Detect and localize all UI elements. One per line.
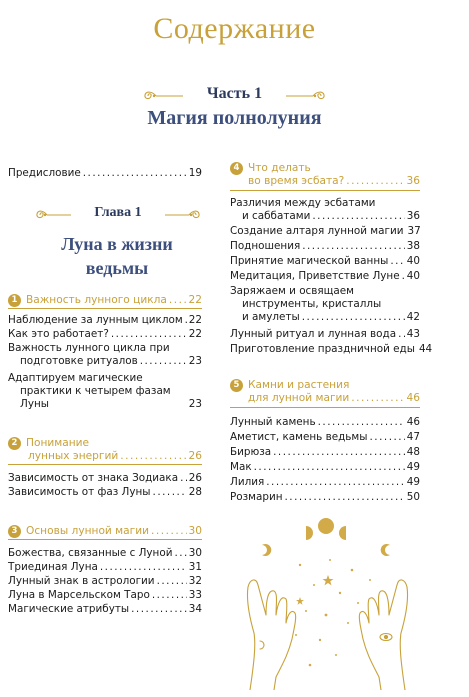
full-moon-icon (318, 518, 334, 534)
dot-leader (157, 575, 187, 588)
entry-page: 31 (188, 561, 202, 573)
toc-section-5[interactable] (248, 379, 420, 405)
entry-title: Лилия (230, 476, 265, 488)
chapter-title-line: ведьмы (85, 258, 149, 278)
page-title: Содержание (153, 12, 316, 45)
right-flourish-icon (285, 89, 327, 103)
chapter-label: Глава 1 (94, 205, 142, 220)
entry-title: Зависимость от фаз Луны (8, 486, 151, 498)
section-divider (230, 190, 420, 191)
entry-page: 33 (188, 589, 202, 601)
section-title: во время эсбата? (248, 175, 345, 187)
hand-icon (359, 580, 407, 690)
dot-leader (153, 486, 187, 499)
dot-leader (83, 167, 187, 180)
dot-leader (131, 603, 187, 616)
entry-title: Лунный знак в астрологии (8, 575, 155, 587)
entry-title: Розмарин (230, 491, 283, 503)
entry-title: Бирюза (230, 446, 272, 458)
half-moon-icon (339, 526, 346, 540)
toc-entry[interactable] (230, 197, 420, 223)
section-title: Основы лунной магии (26, 525, 149, 537)
dot-leader (152, 589, 187, 602)
dot-leader (151, 525, 187, 538)
section-divider (8, 464, 202, 465)
entry-page: 49 (406, 476, 420, 488)
hand-icon (247, 580, 295, 690)
dot-leader (398, 328, 405, 341)
toc-entry[interactable] (230, 225, 420, 238)
entry-title: и саббатами (242, 210, 311, 222)
chapter-heading (34, 205, 202, 225)
section-number-badge: 1 (8, 294, 21, 307)
entry-title: инструменты, кристаллы (242, 298, 382, 310)
entry-title: Адаптируем магические (8, 372, 143, 384)
toc-section-1[interactable] (26, 294, 202, 307)
toc-entry[interactable] (8, 603, 202, 616)
dot-leader (254, 461, 405, 474)
toc-entry[interactable] (8, 575, 202, 588)
half-moon-icon (306, 526, 313, 540)
entry-title: Наблюдение за лунным циклом (8, 314, 183, 326)
section-title: Что делать (248, 162, 311, 174)
entry-title: Принятие магической ванны (230, 255, 389, 267)
toc-section-3[interactable] (26, 525, 202, 538)
crescent-moon-icon (381, 544, 390, 556)
toc-section-2[interactable] (26, 437, 202, 463)
toc-entry[interactable] (230, 270, 420, 283)
toc-entry[interactable] (230, 416, 420, 429)
entry-page: 40 (406, 255, 420, 267)
toc-entry[interactable] (8, 342, 202, 368)
dot-leader (111, 328, 187, 341)
dot-leader (120, 450, 186, 463)
entry-page: 44 (418, 343, 433, 355)
toc-entry[interactable] (230, 431, 420, 444)
section-divider (8, 539, 202, 540)
section-title: Камни и растения (248, 379, 350, 391)
dot-leader (140, 355, 187, 368)
part-heading (0, 85, 469, 107)
entry-page: 46 (406, 416, 420, 428)
moon-phases-icon (262, 518, 390, 556)
dot-leader (100, 561, 187, 574)
section-page: 46 (406, 392, 420, 404)
section-number-badge: 5 (230, 379, 243, 392)
dot-leader (285, 491, 405, 504)
toc-entry[interactable] (230, 343, 433, 356)
dot-leader (318, 416, 405, 429)
entry-title: Как это работает? (8, 328, 109, 340)
right-flourish-icon (164, 208, 202, 222)
dot-leader (180, 472, 187, 485)
section-page: 36 (406, 175, 420, 187)
entry-title: Заряжаем и освящаем (230, 285, 355, 297)
toc-entry[interactable] (8, 589, 202, 602)
crescent-moon-icon (262, 544, 271, 556)
dot-leader (351, 392, 404, 405)
toc-section-4[interactable] (248, 162, 420, 188)
entry-page: 49 (406, 461, 420, 473)
section-page: 26 (188, 450, 202, 462)
entry-title: Аметист, камень ведьмы (230, 431, 368, 443)
dot-leader (402, 270, 405, 283)
crescent-moon-icon (362, 533, 368, 545)
dot-leader (390, 255, 404, 268)
entry-page: 43 (406, 328, 420, 340)
toc-entry-preface[interactable] (8, 167, 202, 180)
entry-title: и амулеты (242, 311, 300, 323)
toc-entry[interactable] (8, 547, 202, 560)
entry-title: Медитация, Приветствие Луне (230, 270, 400, 282)
dot-leader (169, 294, 187, 307)
entry-page: 48 (406, 446, 420, 458)
toc-entry[interactable] (8, 486, 202, 499)
entry-title: Лунный ритуал и лунная вода (230, 328, 397, 340)
dot-leader (346, 175, 404, 188)
entry-page: 19 (188, 167, 202, 179)
dot-leader (174, 547, 186, 560)
dot-leader (185, 314, 187, 327)
section-number-badge: 2 (8, 437, 21, 450)
part-title: Магия полнолуния (147, 107, 322, 129)
toc-entry[interactable] (230, 446, 420, 459)
dot-leader (302, 311, 405, 324)
dot-leader (302, 240, 405, 253)
section-number-badge: 3 (8, 525, 21, 538)
chapter-title-line: Луна в жизни (61, 234, 173, 254)
entry-title: подготовке ритуалов (20, 355, 138, 367)
crescent-moon-icon (284, 533, 290, 545)
entry-page: 28 (188, 486, 202, 498)
toc-entry[interactable] (8, 561, 202, 574)
entry-title: Предисловие (8, 167, 81, 179)
section-page: 30 (188, 525, 202, 537)
toc-entry[interactable] (8, 328, 202, 341)
entry-title: Создание алтаря лунной магии (230, 225, 404, 237)
entry-page: 40 (406, 270, 420, 282)
dot-leader (312, 210, 404, 223)
section-divider (8, 308, 202, 309)
chapter-title (22, 232, 212, 280)
entry-title: Важность лунного цикла при (8, 342, 170, 354)
toc-entry[interactable] (230, 255, 420, 268)
section-title: Понимание (26, 437, 90, 449)
entry-page: 37 (407, 225, 421, 237)
part-label: Часть 1 (206, 85, 263, 102)
dot-leader (266, 476, 405, 489)
section-title: для лунной магии (248, 392, 350, 404)
entry-page: 26 (188, 472, 202, 484)
entry-page: 36 (406, 210, 420, 222)
entry-title: Лунный камень (230, 416, 316, 428)
entry-title: Триединая Луна (8, 561, 98, 573)
toc-entry[interactable] (8, 472, 202, 485)
entry-title: Луна в Марсельском Таро (8, 589, 150, 601)
toc-entry[interactable] (230, 240, 420, 253)
entry-title: Магические атрибуты (8, 603, 130, 615)
entry-page: 47 (406, 431, 420, 443)
moon-hands-illustration (240, 515, 415, 690)
entry-page: 42 (406, 311, 420, 323)
entry-title: Подношения (230, 240, 301, 252)
toc-entry[interactable] (230, 285, 420, 324)
entry-page: 23 (188, 355, 202, 367)
entry-title: Приготовление праздничной еды (230, 343, 415, 355)
dot-leader (273, 446, 405, 459)
entry-title: Различия между эсбатами (230, 197, 376, 209)
section-number-badge: 4 (230, 162, 243, 175)
entry-title: Зависимость от знака Зодиака (8, 472, 179, 484)
entry-title: Луны (20, 398, 49, 410)
toc-entry[interactable] (230, 491, 420, 504)
toc-entry[interactable] (230, 461, 420, 474)
entry-title: Божества, связанные с Луной (8, 547, 173, 559)
entry-title: Мак (230, 461, 252, 473)
toc-entry[interactable] (230, 328, 420, 341)
entry-page: 23 (188, 398, 202, 410)
section-title: лунных энергий (28, 450, 119, 462)
section-page: 22 (188, 294, 202, 306)
toc-entry[interactable] (8, 314, 202, 327)
entry-title: практики к четырем фазам (20, 385, 171, 397)
entry-page: 34 (188, 603, 202, 615)
entry-page: 38 (406, 240, 420, 252)
entry-page: 22 (188, 328, 202, 340)
section-title: Важность лунного цикла (26, 294, 167, 306)
toc-entry[interactable] (230, 476, 420, 489)
entry-page: 30 (188, 547, 202, 559)
entry-page: 22 (188, 314, 202, 326)
entry-page: 50 (406, 491, 420, 503)
entry-page: 32 (188, 575, 202, 587)
toc-entry[interactable] (8, 372, 202, 411)
dot-leader (369, 431, 404, 444)
section-divider (230, 407, 420, 408)
dot-leader (51, 398, 187, 411)
